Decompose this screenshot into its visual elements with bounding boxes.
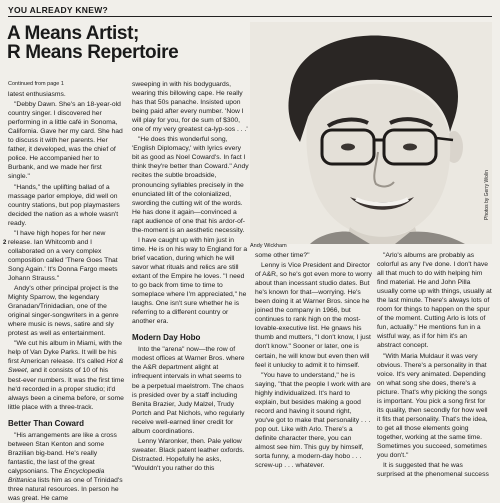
paragraph [8, 339, 125, 411]
article-column-4 [377, 251, 492, 479]
portrait-photo [250, 22, 492, 244]
headline-line-1: A Means Artist; [7, 23, 139, 44]
paragraph: sweeping in with his bodyguards, wearing this billowing cape. He really has that 50s panache. Insisted upon being paid after every number. 'Now I will play for you, for de sum of $300, one of my very greatest ca-lyp-sos . . .' [132, 81, 248, 134]
paragraph: Lenny is Vice President and Director of A&R, so he's got even more to worry about than incessant studio dates. But he's known for that—worrying. He's been doing it at Warner Bros. since he joined the company in 1966, but continues to rank high on the most-lovable-executive list. He gnaws his thumb and mutters, "I don't know, I just don't know." Sooner or later, one is certain, he will know but even then will feel it unlucky to admit it to himself. [255, 262, 372, 369]
paragraph: "Hands," the uplifting ballad of a massage parlor employe, did well on country stations, but pop playmasters decided the nation as a whole wasn't ready. [8, 183, 120, 227]
paragraph: "I have high hopes for her new release. Ian Whitcomb and I collaborated on a very complex composition called 'There Goes That Song Again.' It's Donna Fargo meets Johann Strauss." [8, 229, 118, 282]
text-run: "His arrangements are like a cross between Stan Kenton and some Brazilian big-band. He's really fantastic, the last of the great calypsonians. The [8, 431, 117, 475]
paragraph: "He does this wonderful song, 'English Diplomacy,' with lyrics every bit as good as Noel Coward's. In fact I think they're better than Coward." Andy recites the subtle broadside, pronouncing syllables precisely in the enunciated lilt of the colonialized, swording the cutting wit of the words. He has done it again—convinced a rapt audience of one that his ardor-of-the-moment is an aesthetic necessity. [132, 136, 249, 234]
article-column-1 [8, 80, 125, 503]
headline [7, 24, 257, 62]
paragraph: "You have to understand," he is saying, "that the people I work with are highly individualized. It's hard to explain, but besides making a good record and having it sound right, you've got to make that personality . . . pop out. Like with Arlo. There's a definite character there, you can almost see him. This guy by himself, sorta funny, a modern-day hobo . . . screw-up . . . whatever. [255, 371, 371, 470]
paragraph: Lenny Waronker, then. Pale yellow sweater. Black patent leather oxfords. Distracted. Hopefully he asks, "Wouldn't you rather do this [132, 437, 245, 472]
paragraph: "Debby Dawn. She's an 18-year-old country singer. I discovered her performing in a little café in Sonoma, California. Gave her my card. She had to discuss it with her parents. Her father, it developed, was the chief of police. He accompanied her to Burbank, and we made her first single." [8, 101, 123, 181]
publication-title: Encyclopedia Brittanica [8, 467, 105, 484]
page-number: 2 [3, 240, 7, 246]
paragraph: Into the "arena" now—the row of modest offices at Warner Bros. where the A&R department alight at infrequent intervals in what seems to be a perpetual maelstrom. The chaos is presided over by a staff including Benita Brazier, Judy Malzel, Trudy Portch and Pat Nichols, who regularly receive well-earned liner credit for album coordinations. [132, 346, 245, 435]
album-title: Hot & Sweet [8, 358, 124, 375]
subheading: Modern Day Hobo [132, 333, 201, 343]
article-column-2 [132, 80, 249, 473]
paragraph: It is suggested that he was surprised at the phenomenal success [377, 462, 489, 479]
paragraph: latest enthusiasms. [8, 91, 66, 99]
paragraph [8, 431, 125, 503]
text-run: , and it consists of 10 of his best-ever numbers. It was the first time he'd recorded in a proper studio; it'd always been a cinema before, or some little place with a three-track. [8, 367, 125, 411]
header-rule [8, 16, 492, 17]
photo-caption: Andy Wickham [250, 243, 287, 249]
text-run: "We cut his album in Miami, with the help of Van Dyke Parks. It will be his first American release. It's called [8, 340, 123, 366]
portrait-illustration [250, 22, 492, 244]
paragraph: I have caught up with him just in time. He is on his way to England for a brief vacation, during which he will savor what rituals and relics are still extant of the Empire he loves. "I need to go back from time to time to someplace where I'm appreciated," he laughs. One isn't sure whether he is referring to a different country or another era. [132, 236, 248, 326]
subheading: Better Than Coward [8, 418, 85, 428]
paragraph: "With Maria Muldaur it was very obvious. There's a personality in that voice. It's very animated. Depending on what song she does, there's a picture. That's why picking the songs is important. You pick a song first for its quality, then secondly for how well it fits that personality. That's the idea, to get all those elements going together, working at the same time. Sometimes you succeed, sometimes you don't." [377, 352, 488, 460]
headline-line-2: R Means Repertoire [7, 42, 179, 63]
paragraph: "Arlo's albums are probably as colorful as any I've done. I don't have all that much to do with helping him find material. He and John Pilla usually come up with things, usually at the last minute. There's always lots of room for things to happen on the spur of the moment. Cutting Arlo is lots of fun, actually." He mentions fun in a wistful way, as if for him it's an abstract concept. [377, 252, 492, 350]
photo-credit: Photos by Gerry Wolin [484, 170, 490, 220]
paragraph: Andy's other principal project is the Mighty Sparrow, the legendary Granadan/Trinidadian, one of the original singer-songwriters in a genre where music is news, satire and sly protest as well as entertainment. [8, 285, 119, 338]
section-kicker: YOU ALREADY KNEW? [8, 5, 109, 15]
text-run: lists him as one of Trinidad's three natural resources. In person he was great. He came [8, 476, 123, 503]
continued-note: Continued from page 1 [8, 81, 64, 87]
paragraph: some other time?" [255, 252, 310, 259]
article-column-3 [255, 251, 372, 470]
